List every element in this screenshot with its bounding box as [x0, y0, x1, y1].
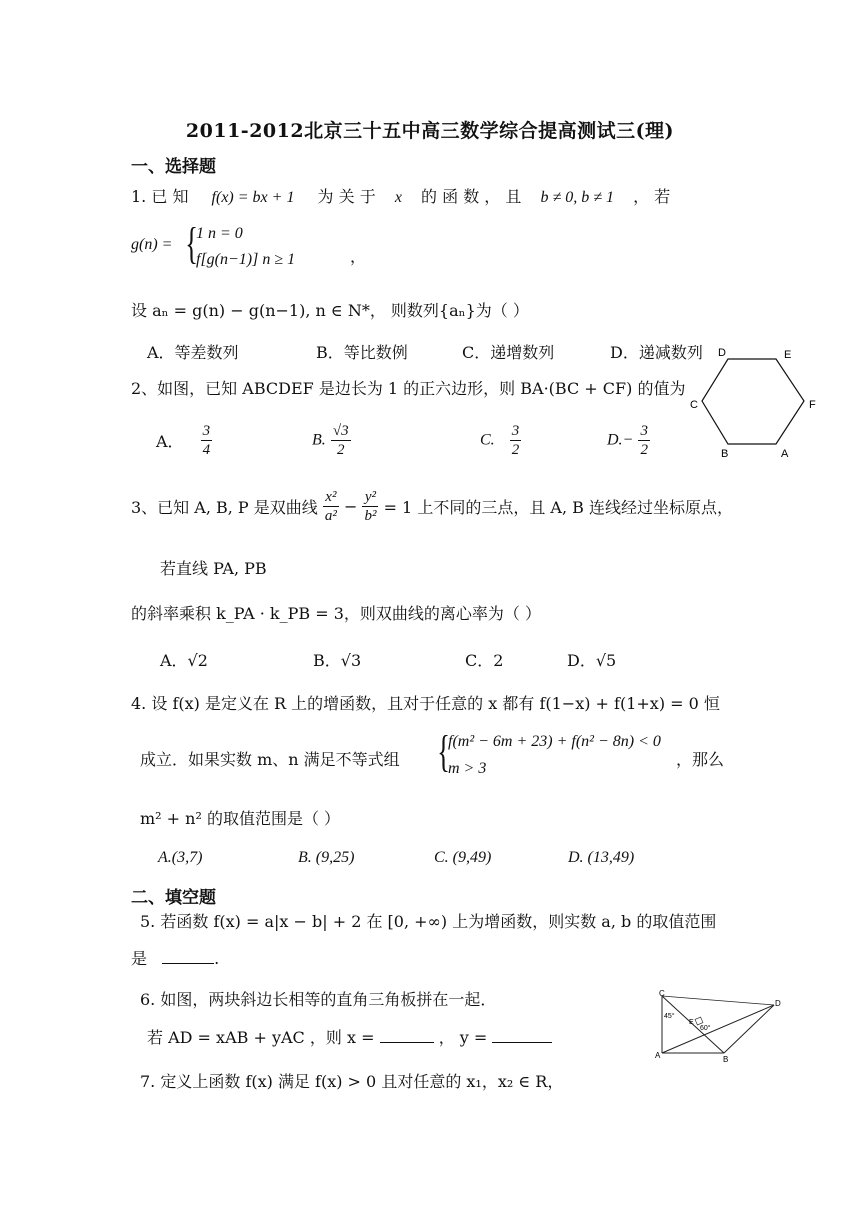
q5-line2: 是 . [131, 949, 220, 968]
q3-option-c: C．2 [465, 651, 504, 670]
hex-label-c: C [690, 399, 698, 411]
q1-option-d: D．递减数列 [610, 343, 703, 362]
q6-line2: 若 AD = xAB + yAC ，则 x = ， y = [147, 1025, 552, 1048]
page-title: 2011-2012北京三十五中高三数学综合提高测试三(理) [185, 120, 675, 142]
q1-stem-b: 为 关 于 [317, 187, 376, 206]
hex-label-e: E [784, 349, 792, 361]
triangles-figure [652, 988, 790, 1066]
q1-g-case1: 1 n = 0 [196, 225, 243, 242]
q3-option-d: D．√5 [567, 651, 617, 670]
q1-g-lhs: g(n) = [131, 236, 173, 253]
fig-label-d: D [775, 999, 781, 1008]
section-heading-fill: 二、填空题 [131, 888, 216, 908]
q4-sys2: m > 3 [448, 760, 487, 777]
q7-line1: 7. 定义上函数 f(x) 满足 f(x) > 0 且对任意的 x₁，x₂ ∈ R， [140, 1072, 564, 1091]
q3-line1: 3、已知 A, B, P 是双曲线 $\frac{\text{x²}}{\text{a²}}$ − $\frac{\text{y²}}{\text{b²}}$ = 1 上不同的三点，且 A, B 连线经过坐标原点， [131, 489, 733, 524]
q1-stem-d: ， 若 [633, 187, 671, 206]
q4-line1: 4. 设 f(x) 是定义在 R 上的增函数，且对于任意的 x 都有 f(1−x) + f(1+x) = 0 恒 [131, 694, 720, 713]
q4-sys1: f(m² − 6m + 23) + f(n² − 8n) < 0 [448, 733, 661, 750]
q1-line1 [131, 184, 670, 207]
q4-line3: m² + n² 的取值范围是（ ） [140, 809, 341, 828]
q3-line2: 若直线 PA, PB [160, 559, 267, 578]
fig-label-b: B [723, 1055, 729, 1064]
q4-line2-b: ，那么 [676, 750, 725, 769]
q6-x-blank[interactable] [380, 1028, 434, 1043]
q1-stem-a: 1. 已 知 [131, 187, 189, 206]
q1-option-a: A．等差数列 [147, 343, 239, 362]
q1-option-c: C．递增数列 [462, 343, 555, 362]
q3-option-a: A．√2 [160, 651, 208, 670]
section-heading-choice: 一、选择题 [131, 157, 216, 177]
hexagon-shape [702, 359, 804, 444]
fig-angle-45: 45° [664, 1013, 675, 1020]
q4-brace: { [437, 727, 450, 776]
fig-label-a: A [655, 1051, 661, 1060]
q4-option-d: D. (13,49) [568, 849, 635, 866]
q2-option-a: A． $\frac{3}{4}$ [156, 423, 211, 458]
q4-line2-a: 成立．如果实数 m、n 满足不等式组 [140, 750, 400, 769]
hex-label-b: B [721, 448, 729, 460]
fig-angle-60: 60° [700, 1025, 711, 1032]
q2-option-d: D.− $\frac{3}{2}$ [607, 423, 648, 458]
fig-label-c: C [659, 989, 665, 998]
q1-x: x [394, 189, 402, 206]
q5-line1: 5. 若函数 f(x) = a|x − b| + 2 在 [0, +∞) 上为增函数，则实数 a, b 的取值范围 [140, 912, 717, 931]
q1-cond: b ≠ 0, b ≠ 1 [540, 189, 615, 206]
hex-label-a: A [781, 448, 789, 460]
hexagon-figure [690, 338, 830, 468]
q3-option-b: B．√3 [313, 651, 362, 670]
q1-fx: f(x) = bx + 1 [211, 189, 295, 206]
q4-option-a: A.(3,7) [158, 849, 203, 866]
q1-g-case2: f[g(n−1)] n ≥ 1 [196, 251, 296, 268]
q1-brace: { [185, 219, 198, 268]
q6-y-blank[interactable] [492, 1028, 552, 1043]
hex-label-f: F [809, 399, 816, 411]
q2-option-c: C. $\frac{3}{2}$ [480, 423, 520, 458]
q1-option-b: B．等比数例 [316, 343, 408, 362]
fig-label-e: E [689, 1019, 694, 1026]
q2-option-b: B. $\frac{√3}{2}$ [312, 423, 349, 458]
q4-option-b: B. (9,25) [298, 849, 355, 866]
q6-line1: 6. 如图，两块斜边长相等的直角三角板拼在一起． [140, 990, 497, 1009]
q1-stem-c: 的 函 数 ， 且 [421, 187, 522, 206]
q4-option-c: C. (9,49) [434, 849, 492, 866]
q3-line3: 的斜率乘积 k_PA · k_PB = 3，则双曲线的离心率为（ ） [131, 604, 541, 623]
hex-label-d: D [718, 347, 726, 359]
q1-line3: 设 aₙ = g(n) − g(n−1), n ∈ N*， 则数列{aₙ}为（ ） [131, 301, 529, 320]
q1-g-tail: ， [350, 247, 367, 266]
q2-stem: 2、如图，已知 ABCDEF 是边长为 1 的正六边形，则 BA·(BC + CF) 的值为 [131, 379, 686, 398]
q5-answer-blank[interactable] [162, 949, 214, 964]
